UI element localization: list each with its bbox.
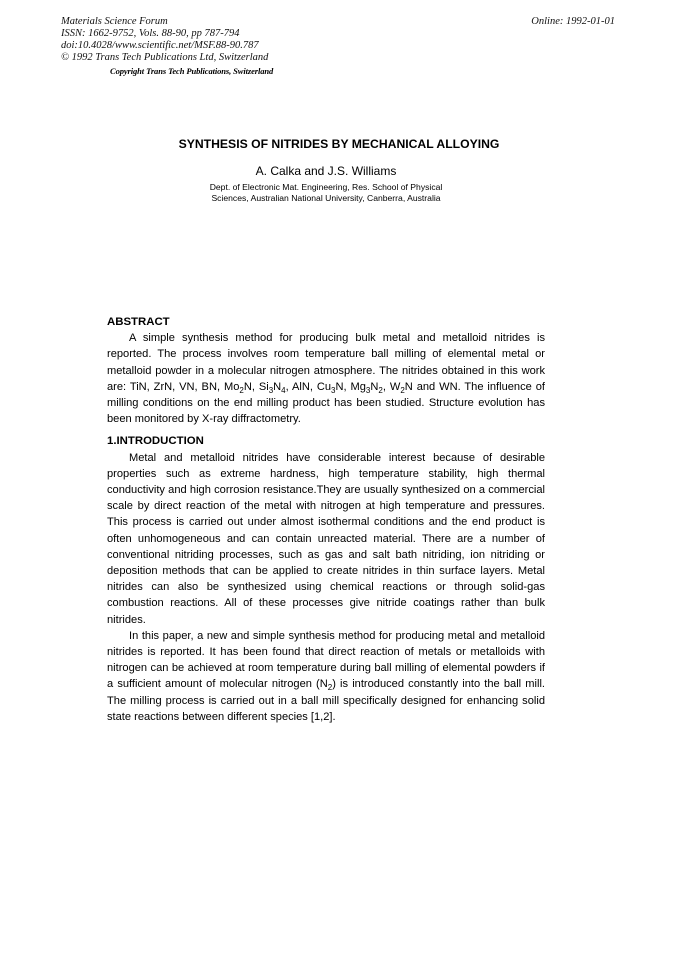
- introduction-paragraph-2: [107, 628, 545, 725]
- subscript: 3: [268, 385, 274, 395]
- abstract-text-part: N and WN. The influence of milling conditions on the end milling product has been studied. Structure evolution has been monitored by X-ray diffractometry.: [107, 380, 545, 426]
- affiliation-line-2: Sciences, Australian National University, Canberra, Australia: [211, 193, 441, 203]
- abstract-heading: ABSTRACT: [107, 316, 170, 328]
- affiliation-line-1: Dept. of Electronic Mat. Engineering, Res. School of Physical: [209, 182, 443, 192]
- paper-body: [107, 314, 545, 725]
- paper-authors: A. Calka and J.S. Williams: [255, 164, 397, 178]
- affiliation: [0, 182, 652, 204]
- introduction-heading: 1.INTRODUCTION: [107, 435, 204, 448]
- subscript: 2: [239, 385, 244, 395]
- abstract-text: [107, 330, 545, 427]
- abstract-text-part: N: [370, 380, 379, 393]
- introduction-paragraph-1: Metal and metalloid nitrides have considerable interest because of desirable properties such as extreme hardness, high temperature stability, high thermal conductivity and high corrosion resistance.They are usually synthesized on a commercial scale by direct reaction of the metal with nitrogen at high temperature and pressures. This process is carried out under almost isothermal conditions and the end product is often unhomogeneous and can contain unreacted material. There are a number of conventional nitriding processes, such as gas and salt bath nitriding, ion nitriding or deposition methods that can be applied to create nitrides in thin surface layers. Metal nitrides can also be synthesized using chemical reactions or through solid-gas combustion reactions. All of these processes give nitride coatings rather than bulk nitrides.: [107, 451, 545, 626]
- subscript: 3: [331, 385, 336, 395]
- journal-header: [61, 16, 268, 64]
- abstract-text-part: , W: [382, 380, 401, 393]
- abstract-text-part: A simple synthesis method for producing bulk metal and metalloid nitrides is reported. The process involves room temperature ball milling of elemental metal or metalloid powder in a molecular nitrogen atmosphere. The nitrides obtained in this work are: TiN, ZrN, VN, BN, Mo: [107, 332, 545, 393]
- journal-name: Materials Science Forum: [61, 16, 168, 27]
- paragraph-text-part: ) is introduced constantly into the ball mill. The milling process is carried out in a ball mill specifically designed for enhancing solid state reactions between different species [1,2].: [107, 678, 545, 723]
- publisher-notice: Copyright Trans Tech Publications, Switzerland: [110, 66, 274, 76]
- abstract-text-part: N, Si: [243, 380, 269, 393]
- doi-line: doi:10.4028/www.scientific.net/MSF.88-90.787: [61, 40, 259, 51]
- issn-line: ISSN: 1662-9752, Vols. 88-90, pp 787-794: [61, 28, 240, 39]
- subscript: 2: [327, 683, 333, 693]
- copyright-line: © 1992 Trans Tech Publications Ltd, Switzerland: [61, 52, 269, 63]
- subscript: 2: [400, 385, 405, 395]
- paragraph-text-part: In this paper, a new and simple synthesis method for producing metal and metalloid nitrides is reported. It has been found that direct reaction of metals or metalloids with nitrogen can be achieved at room temperature during ball milling of elemental powders if a sufficient amount of molecular nitrogen (N: [107, 629, 545, 691]
- abstract-text-part: N: [273, 380, 282, 393]
- paper-title: SYNTHESIS OF NITRIDES BY MECHANICAL ALLOYING: [178, 137, 500, 151]
- subscript: 4: [281, 385, 286, 395]
- abstract-text-part: N, Mg: [335, 380, 366, 393]
- online-date: Online: 1992-01-01: [531, 16, 615, 27]
- subscript: 3: [365, 385, 371, 395]
- subscript: 2: [378, 385, 383, 395]
- abstract-text-part: , AlN, Cu: [285, 380, 332, 393]
